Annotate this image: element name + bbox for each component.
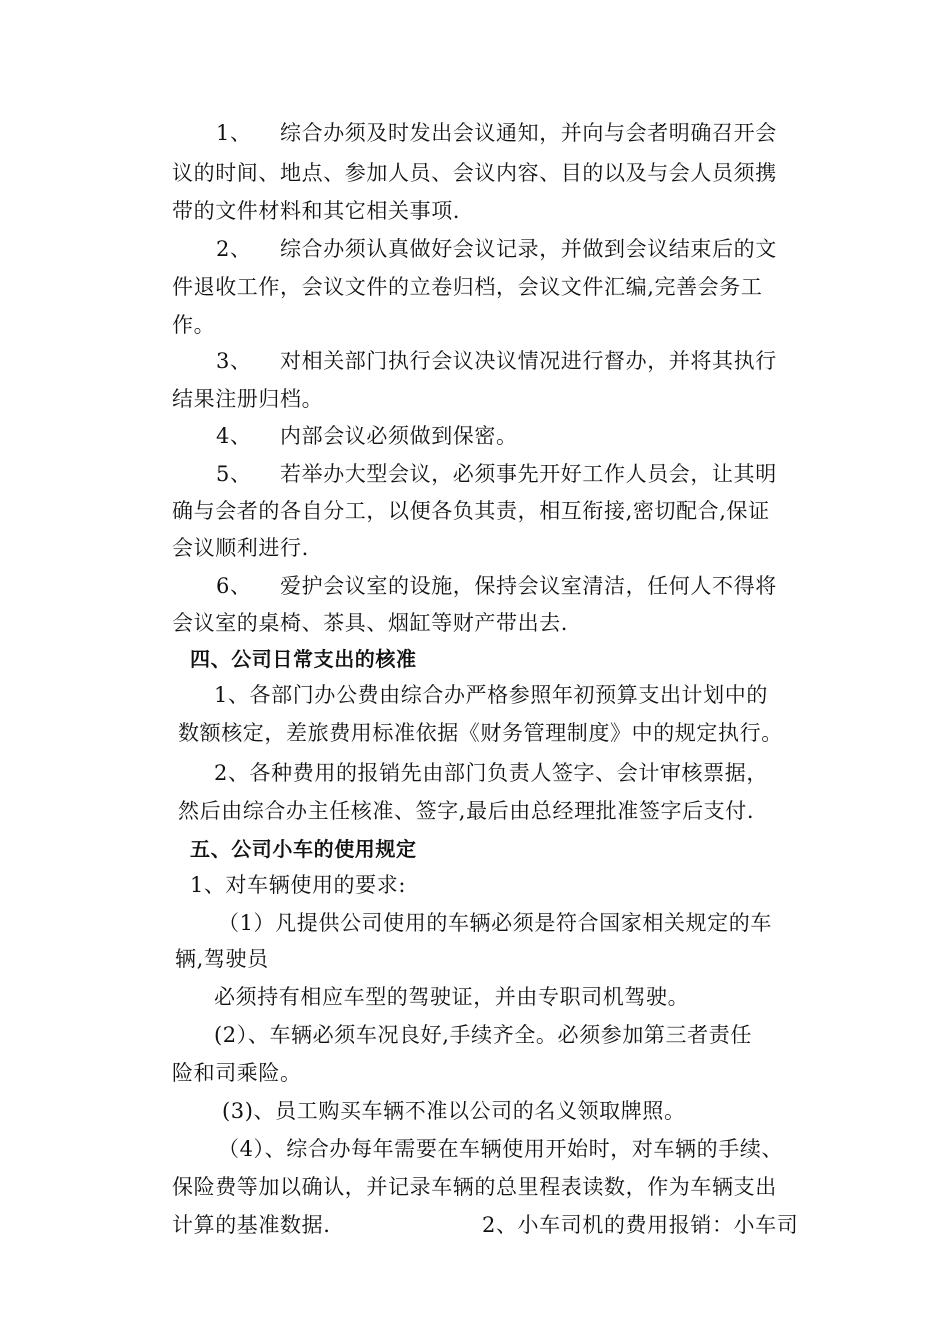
item-3-line-1: 对相关部门执行会议决议情况进行督办，并将其执行 — [280, 349, 777, 373]
item-2-number: 2、 — [216, 237, 252, 261]
item-2-line-2: 件退收工作，会议文件的立卷归档，会议文件汇编,完善会务工 — [172, 275, 763, 299]
item-2-line-3: 作。 — [172, 313, 216, 337]
item-4-number: 4、 — [216, 424, 252, 448]
item-6-line-2: 会议室的桌椅、茶具、烟缸等财产带出去. — [172, 611, 569, 635]
section-4-line-2: 数额核定，差旅费用标准依据《财务管理制度》中的规定执行。 — [178, 721, 783, 745]
section-4-line-1: 1、各部门办公费由综合办严格参照年初预算支出计划中的 — [214, 683, 768, 707]
item-1-line-3: 带的文件材料和其它相关事项. — [172, 199, 461, 223]
section-5-line-5: (2）、车辆必须车况良好,手续齐全。必须参加第三者责任 — [214, 1023, 752, 1047]
section-5-line-7: (3)、员工购买车辆不准以公司的名义领取牌照。 — [222, 1099, 686, 1123]
item-1-line-2: 议的时间、地点、参加人员、会议内容、目的以及与会人员须携 — [172, 161, 777, 185]
item-6-line-1: 爱护会议室的设施，保持会议室清洁，任何人不得将 — [280, 574, 777, 598]
item-5-line-1: 若举办大型会议，必须事先开好工作人员会，让其明 — [280, 462, 777, 486]
section-5-line-10: 计算的基准数据. — [172, 1213, 331, 1237]
item-3-number: 3、 — [216, 349, 252, 373]
section-5-line-9: 保险费等加以确认，并记录车辆的总里程表读数，作为车辆支出 — [172, 1175, 777, 1199]
section-4-line-3: 2、各种费用的报销先由部门负责人签字、会计审核票据， — [214, 761, 768, 785]
item-2-line-1: 综合办须认真做好会议记录，并做到会议结束后的文 — [280, 237, 777, 261]
section-5-line-1: 1、对车辆使用的要求: — [190, 873, 407, 897]
section-4-line-4: 然后由综合办主任核准、签字,最后由总经理批准签字后支付. — [178, 799, 755, 823]
item-5-line-2: 确与会者的各自分工，以便各负其责，相互衔接,密切配合,保证 — [172, 499, 770, 523]
section-5-line-6: 险和司乘险。 — [172, 1061, 302, 1085]
section-5-line-8: （4）、综合办每年需要在车辆使用开始时，对车辆的手续、 — [218, 1137, 784, 1161]
item-1-number: 1、 — [216, 121, 252, 145]
item-5-line-3: 会议顺利进行. — [172, 536, 309, 560]
item-5-number: 5、 — [216, 462, 252, 486]
item-1-line-1: 综合办须及时发出会议通知，并向与会者明确召开会 — [280, 121, 777, 145]
section-5-line-2: （1）凡提供公司使用的车辆必须是符合国家相关规定的车 — [218, 911, 772, 935]
section-5-line-3: 辆,驾驶员 — [175, 947, 269, 971]
section-4-heading: 四、公司日常支出的核准 — [190, 647, 417, 671]
section-5-line-4: 必须持有相应车型的驾驶证，并由专职司机驾驶。 — [214, 985, 690, 1009]
section-5-line-11: 2、小车司机的费用报销：小车司 — [482, 1213, 799, 1237]
item-4-line-1: 内部会议必须做到保密。 — [280, 424, 518, 448]
section-5-heading: 五、公司小车的使用规定 — [190, 837, 417, 861]
item-6-number: 6、 — [216, 574, 252, 598]
item-3-line-2: 结果注册归档。 — [172, 387, 324, 411]
